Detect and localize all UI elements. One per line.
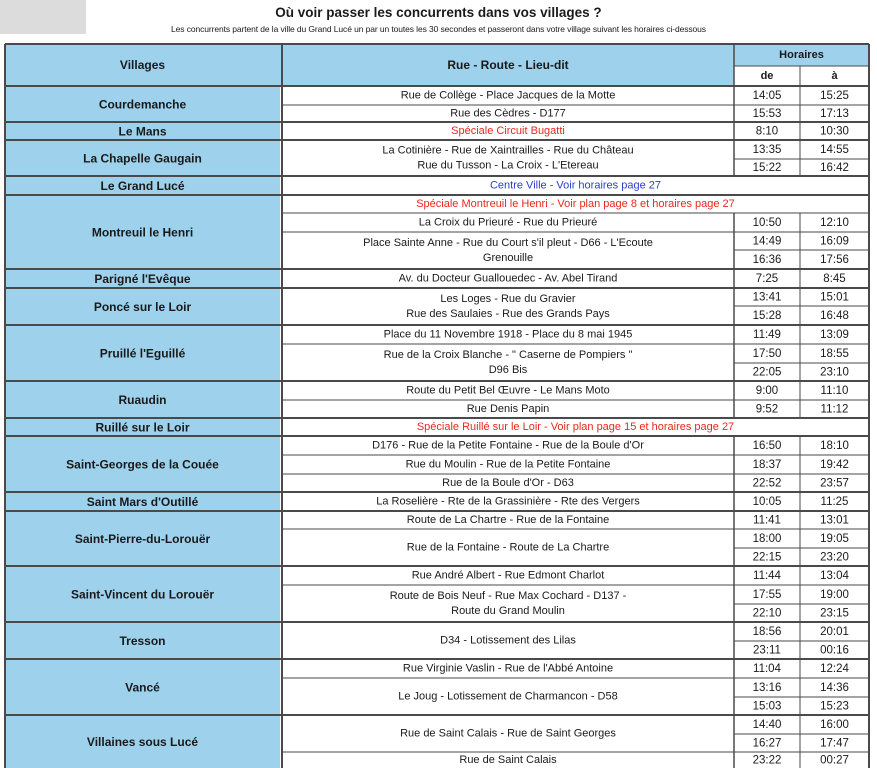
time-a: 14:36 bbox=[820, 682, 849, 694]
village-name: Parigné l'Evêque bbox=[94, 272, 191, 286]
street-text: Rue André Albert - Rue Edmont Charlot bbox=[411, 569, 605, 582]
time-a: 10:30 bbox=[820, 125, 849, 138]
time-a: 00:16 bbox=[820, 644, 849, 657]
time-a: 23:20 bbox=[820, 551, 849, 564]
street-text: La Croix du Prieuré - Rue du Prieuré bbox=[418, 216, 598, 229]
time-de: 14:49 bbox=[752, 235, 782, 248]
time-a: 18:55 bbox=[820, 348, 849, 360]
time-de: 18:37 bbox=[752, 459, 782, 471]
time-a: 19:42 bbox=[820, 459, 849, 471]
header-rue: Rue - Route - Lieu-dit bbox=[447, 58, 569, 72]
time-de: 18:00 bbox=[752, 533, 782, 545]
time-de: 13:41 bbox=[752, 291, 782, 304]
street-text: Rue Denis Papin bbox=[466, 403, 550, 415]
page-subtitle: Les concurrents partent de la ville du Grand Lucé un par un toutes les 30 secondes et passeront dans votre village suivant les horaires ci-dessous bbox=[171, 24, 706, 34]
street-text: Place du 11 Novembre 1918 - Place du 8 mai 1945 bbox=[383, 328, 633, 341]
village-name: Tresson bbox=[119, 634, 166, 648]
street-text: Rue du Tusson - La Croix - L'Etereau bbox=[417, 159, 599, 172]
page-title: Où voir passer les concurrents dans vos villages ? bbox=[275, 5, 602, 20]
time-de: 23:11 bbox=[753, 644, 781, 657]
village-name: Saint Mars d'Outillé bbox=[86, 495, 199, 509]
village-name: Courdemanche bbox=[98, 97, 187, 112]
village-name: Ruaudin bbox=[118, 393, 167, 407]
street-text: Rue du Moulin - Rue de la Petite Fontaine bbox=[405, 458, 611, 471]
street-text: Rue Virginie Vaslin - Rue de l'Abbé Antoine bbox=[402, 662, 614, 675]
street-text: Rue de Saint Calais bbox=[459, 754, 557, 766]
time-a: 23:10 bbox=[820, 366, 849, 379]
street-text: Rue de la Fontaine - Route de La Chartre bbox=[406, 541, 610, 554]
time-a: 23:15 bbox=[820, 607, 849, 620]
time-de: 13:16 bbox=[752, 682, 782, 694]
time-a: 15:25 bbox=[820, 90, 849, 102]
street-text: D176 - Rue de la Petite Fontaine - Rue de la Boule d'Or bbox=[372, 439, 644, 452]
village-name: Le Mans bbox=[118, 124, 167, 139]
time-a: 17:47 bbox=[820, 737, 849, 750]
time-a: 23:57 bbox=[820, 477, 849, 490]
street-text: Rue de la Boule d'Or - D63 bbox=[442, 477, 574, 489]
time-de: 17:50 bbox=[752, 348, 782, 360]
time-a: 16:48 bbox=[820, 310, 849, 322]
time-a: 15:01 bbox=[820, 291, 849, 304]
village-name: Ruillé sur le Loir bbox=[95, 420, 190, 435]
time-a: 16:42 bbox=[820, 162, 849, 174]
street-text: Route de Bois Neuf - Rue Max Cochard - D137 - bbox=[389, 590, 627, 602]
time-a: 20:01 bbox=[820, 626, 849, 638]
special-stage-text: Spéciale Montreuil le Henri - Voir plan page 8 et horaires page 27 bbox=[416, 198, 735, 210]
header-villages: Villages bbox=[119, 58, 166, 72]
time-de: 10:05 bbox=[752, 496, 782, 508]
time-a: 00:27 bbox=[820, 754, 849, 767]
time-a: 13:04 bbox=[820, 570, 849, 582]
time-a: 17:13 bbox=[820, 108, 849, 120]
time-a: 12:24 bbox=[820, 663, 849, 675]
street-text: Rue de la Croix Blanche - " Caserne de Pompiers " bbox=[383, 349, 633, 361]
time-a: 12:10 bbox=[820, 217, 849, 229]
time-de: 15:03 bbox=[752, 700, 782, 713]
time-de: 15:22 bbox=[752, 162, 782, 174]
special-stage-text: Centre Ville - Voir horaires page 27 bbox=[489, 179, 662, 192]
street-text: Rue des Cèdres - D177 bbox=[450, 107, 566, 120]
street-text: Grenouille bbox=[482, 252, 534, 264]
street-text: Les Loges - Rue du Gravier bbox=[440, 293, 576, 305]
time-de: 16:36 bbox=[752, 254, 782, 266]
time-de: 17:55 bbox=[752, 589, 782, 601]
time-a: 15:23 bbox=[820, 700, 849, 713]
time-a: 16:00 bbox=[820, 719, 849, 731]
street-text: D96 Bis bbox=[488, 364, 528, 376]
street-text: Rue des Saulaies - Rue des Grands Pays bbox=[406, 308, 610, 320]
header-a: à bbox=[831, 70, 838, 82]
header-de: de bbox=[760, 70, 774, 82]
time-de: 11:41 bbox=[753, 514, 781, 527]
street-text: Route du Grand Moulin bbox=[451, 605, 565, 617]
street-text: Rue de Saint Calais - Rue de Saint Georges bbox=[400, 727, 616, 740]
time-de: 22:05 bbox=[752, 366, 782, 379]
time-a: 11:10 bbox=[820, 385, 849, 397]
village-name: Saint-Vincent du Lorouër bbox=[70, 587, 215, 602]
time-a: 8:45 bbox=[823, 273, 846, 285]
time-de: 11:44 bbox=[753, 570, 781, 582]
time-de: 9:00 bbox=[755, 385, 779, 397]
time-de: 14:40 bbox=[752, 719, 782, 731]
time-de: 22:15 bbox=[752, 551, 782, 564]
time-a: 14:55 bbox=[820, 144, 849, 156]
village-name: Poncé sur le Loir bbox=[93, 300, 192, 314]
time-a: 11:25 bbox=[820, 496, 849, 508]
village-name: Villaines sous Lucé bbox=[86, 735, 199, 749]
village-name: Le Grand Lucé bbox=[100, 179, 185, 193]
time-de: 16:50 bbox=[752, 440, 782, 452]
street-text: La Roselière - Rte de la Grassinière - Rte des Vergers bbox=[376, 495, 640, 508]
time-de: 23:22 bbox=[752, 754, 782, 767]
village-name: Vancé bbox=[125, 680, 160, 695]
header-de-a-cell bbox=[734, 66, 869, 86]
street-text: Route de La Chartre - Rue de la Fontaine bbox=[406, 514, 610, 526]
time-de: 22:10 bbox=[752, 607, 782, 620]
street-text: Rue de Collège - Place Jacques de la Motte bbox=[400, 89, 616, 102]
time-a: 19:05 bbox=[820, 533, 849, 545]
street-text: Route du Petit Bel Œuvre - Le Mans Moto bbox=[406, 384, 610, 397]
street-text: Le Joug - Lotissement de Charmancon - D58 bbox=[398, 690, 618, 703]
time-de: 18:56 bbox=[752, 626, 782, 638]
village-name: Pruillé l'Eguillé bbox=[99, 346, 186, 361]
time-de: 11:49 bbox=[753, 329, 781, 341]
time-de: 11:04 bbox=[753, 663, 781, 675]
time-de: 8:10 bbox=[755, 125, 779, 138]
time-de: 15:28 bbox=[752, 310, 782, 322]
street-text: La Cotinière - Rue de Xaintrailles - Rue du Château bbox=[382, 144, 634, 157]
village-name: La Chapelle Gaugain bbox=[83, 151, 202, 166]
village-name: Saint-Georges de la Couée bbox=[66, 457, 219, 472]
village-name: Montreuil le Henri bbox=[91, 225, 194, 240]
time-de: 13:35 bbox=[752, 144, 782, 156]
time-de: 7:25 bbox=[755, 273, 779, 285]
time-a: 11:12 bbox=[820, 403, 849, 416]
time-de: 9:52 bbox=[755, 403, 779, 416]
time-de: 15:53 bbox=[752, 108, 782, 120]
time-de: 22:52 bbox=[752, 477, 782, 490]
street-text: Av. du Docteur Guallouedec - Av. Abel Tirand bbox=[398, 272, 618, 285]
header-horaires: Horaires bbox=[779, 49, 824, 61]
time-a: 16:09 bbox=[820, 235, 849, 248]
time-a: 13:09 bbox=[820, 329, 849, 341]
special-stage-text: Spéciale Circuit Bugatti bbox=[451, 125, 565, 137]
street-text: D34 - Lotissement des Lilas bbox=[440, 634, 576, 647]
time-a: 19:00 bbox=[820, 589, 849, 601]
time-de: 10:50 bbox=[752, 217, 782, 229]
street-text: Place Sainte Anne - Rue du Court s'il pleut - D66 - L'Ecoute bbox=[363, 237, 653, 249]
village-name: Saint-Pierre-du-Lorouër bbox=[74, 532, 211, 546]
time-a: 18:10 bbox=[820, 440, 849, 452]
time-de: 14:05 bbox=[752, 90, 782, 102]
special-stage-text: Spéciale Ruillé sur le Loir - Voir plan page 15 et horaires page 27 bbox=[416, 421, 735, 433]
time-a: 13:01 bbox=[820, 514, 849, 527]
time-de: 16:27 bbox=[752, 737, 782, 750]
time-a: 17:56 bbox=[820, 254, 849, 266]
